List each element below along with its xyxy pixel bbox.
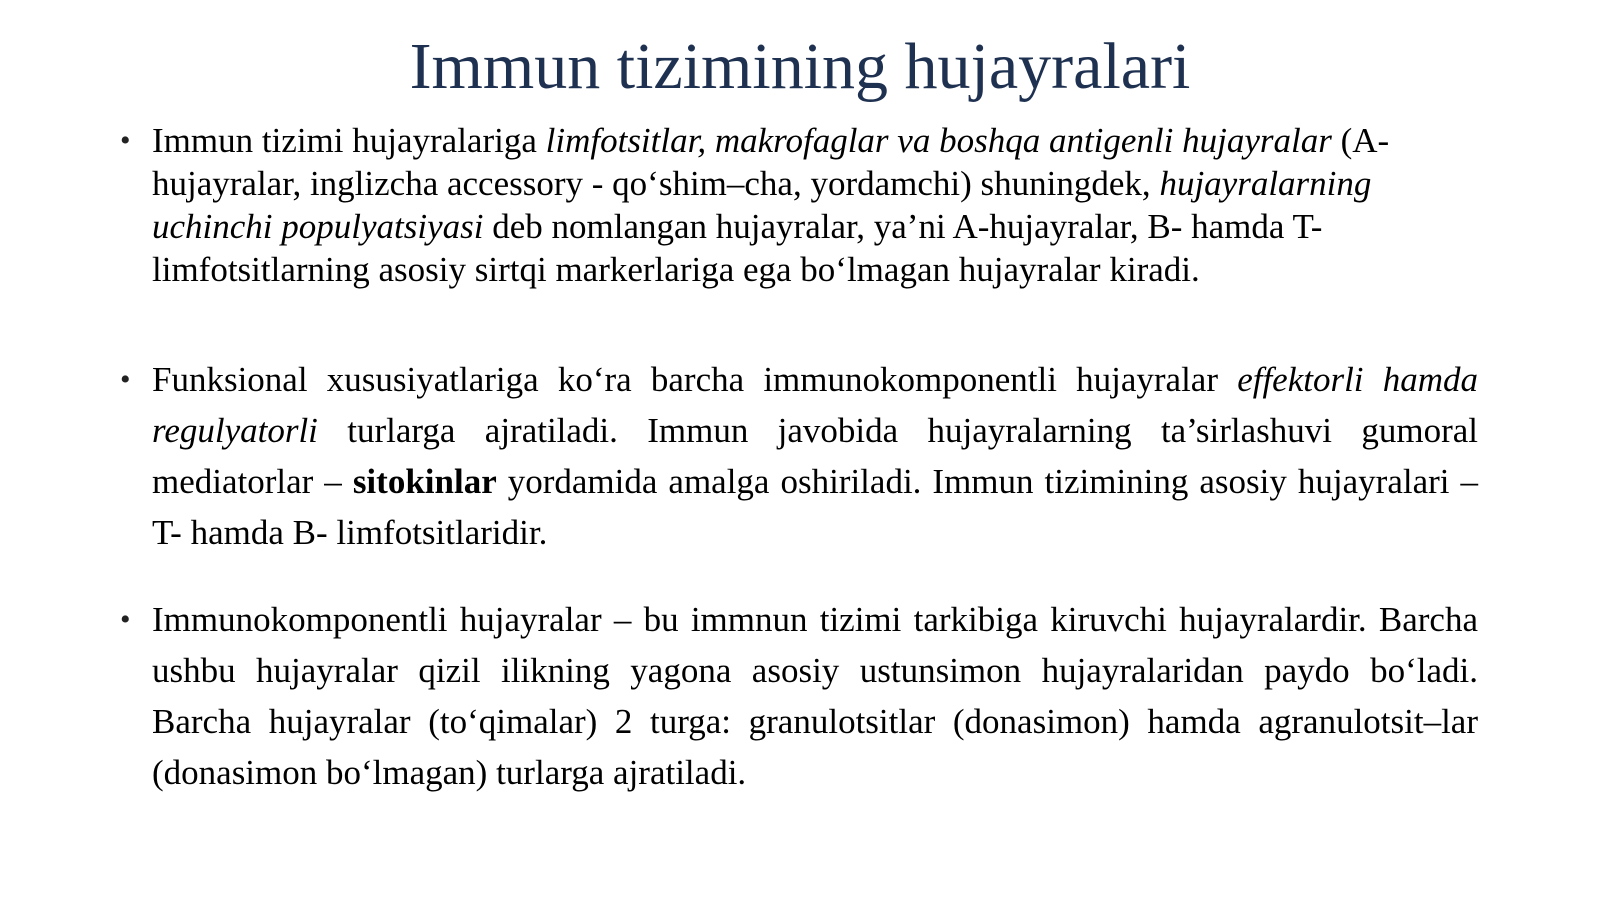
italic-text-run: limfotsitlar, makrofaglar va boshqa antigenli hujayralar xyxy=(545,121,1332,160)
text-run: Immun tizimi hujayralariga xyxy=(152,121,546,160)
italic-text-run: effektorli hamda regulyatorli xyxy=(152,360,1478,450)
bullet-text xyxy=(152,354,1478,558)
bullet-dot-icon: • xyxy=(120,363,131,396)
text-run: Immunokomponentli hujayralar – bu immnun tizimi tarkibiga kiruvchi hujayralardir. Barcha ushbu hujayralar qizil ilikning yagona asosiy ustunsimon hujayralaridan paydo bo‘ladi. Barcha hujayralar (to‘qimalar) 2 turga: granulotsitlar (donasimon) hamda agranulotsit–lar (donasimon bo‘lmagan) turlarga ajratiladi. xyxy=(152,600,1478,792)
text-run: deb nomlangan hujayralar, ya’ni A-hujayralar, B- hamda T- limfotsitlarning asosiy sirtqi markerlariga ega bo‘lmagan hujayralar kiradi. xyxy=(152,207,1323,289)
text-run: Funksional xususiyatlariga ko‘ra barcha immunokomponentli hujayralar xyxy=(152,360,1238,399)
text-run: (A-hujayralar, inglizcha accessory - qo‘shim–cha, yordamchi) shuningdek, xyxy=(152,121,1390,203)
slide-title: Immun tizimining hujayralari xyxy=(409,30,1191,103)
bullet-text xyxy=(152,594,1478,798)
bullet-dot-icon: • xyxy=(120,124,131,157)
bullet-dot-icon: • xyxy=(120,603,131,636)
bullet-text xyxy=(152,119,1478,291)
italic-text-run: hujayralarning uchinchi populyatsiyasi xyxy=(152,164,1372,246)
bold-text-run: sitokinlar xyxy=(352,462,497,501)
text-run: turlarga ajratiladi. Immun javobida hujayralarning ta’sirlashuvi gumoral mediatorlar – xyxy=(152,411,1478,501)
text-run: yordamida amalga oshiriladi. Immun tizimining asosiy hujayralari – T- hamda B- limfotsitlaridir. xyxy=(152,462,1478,552)
